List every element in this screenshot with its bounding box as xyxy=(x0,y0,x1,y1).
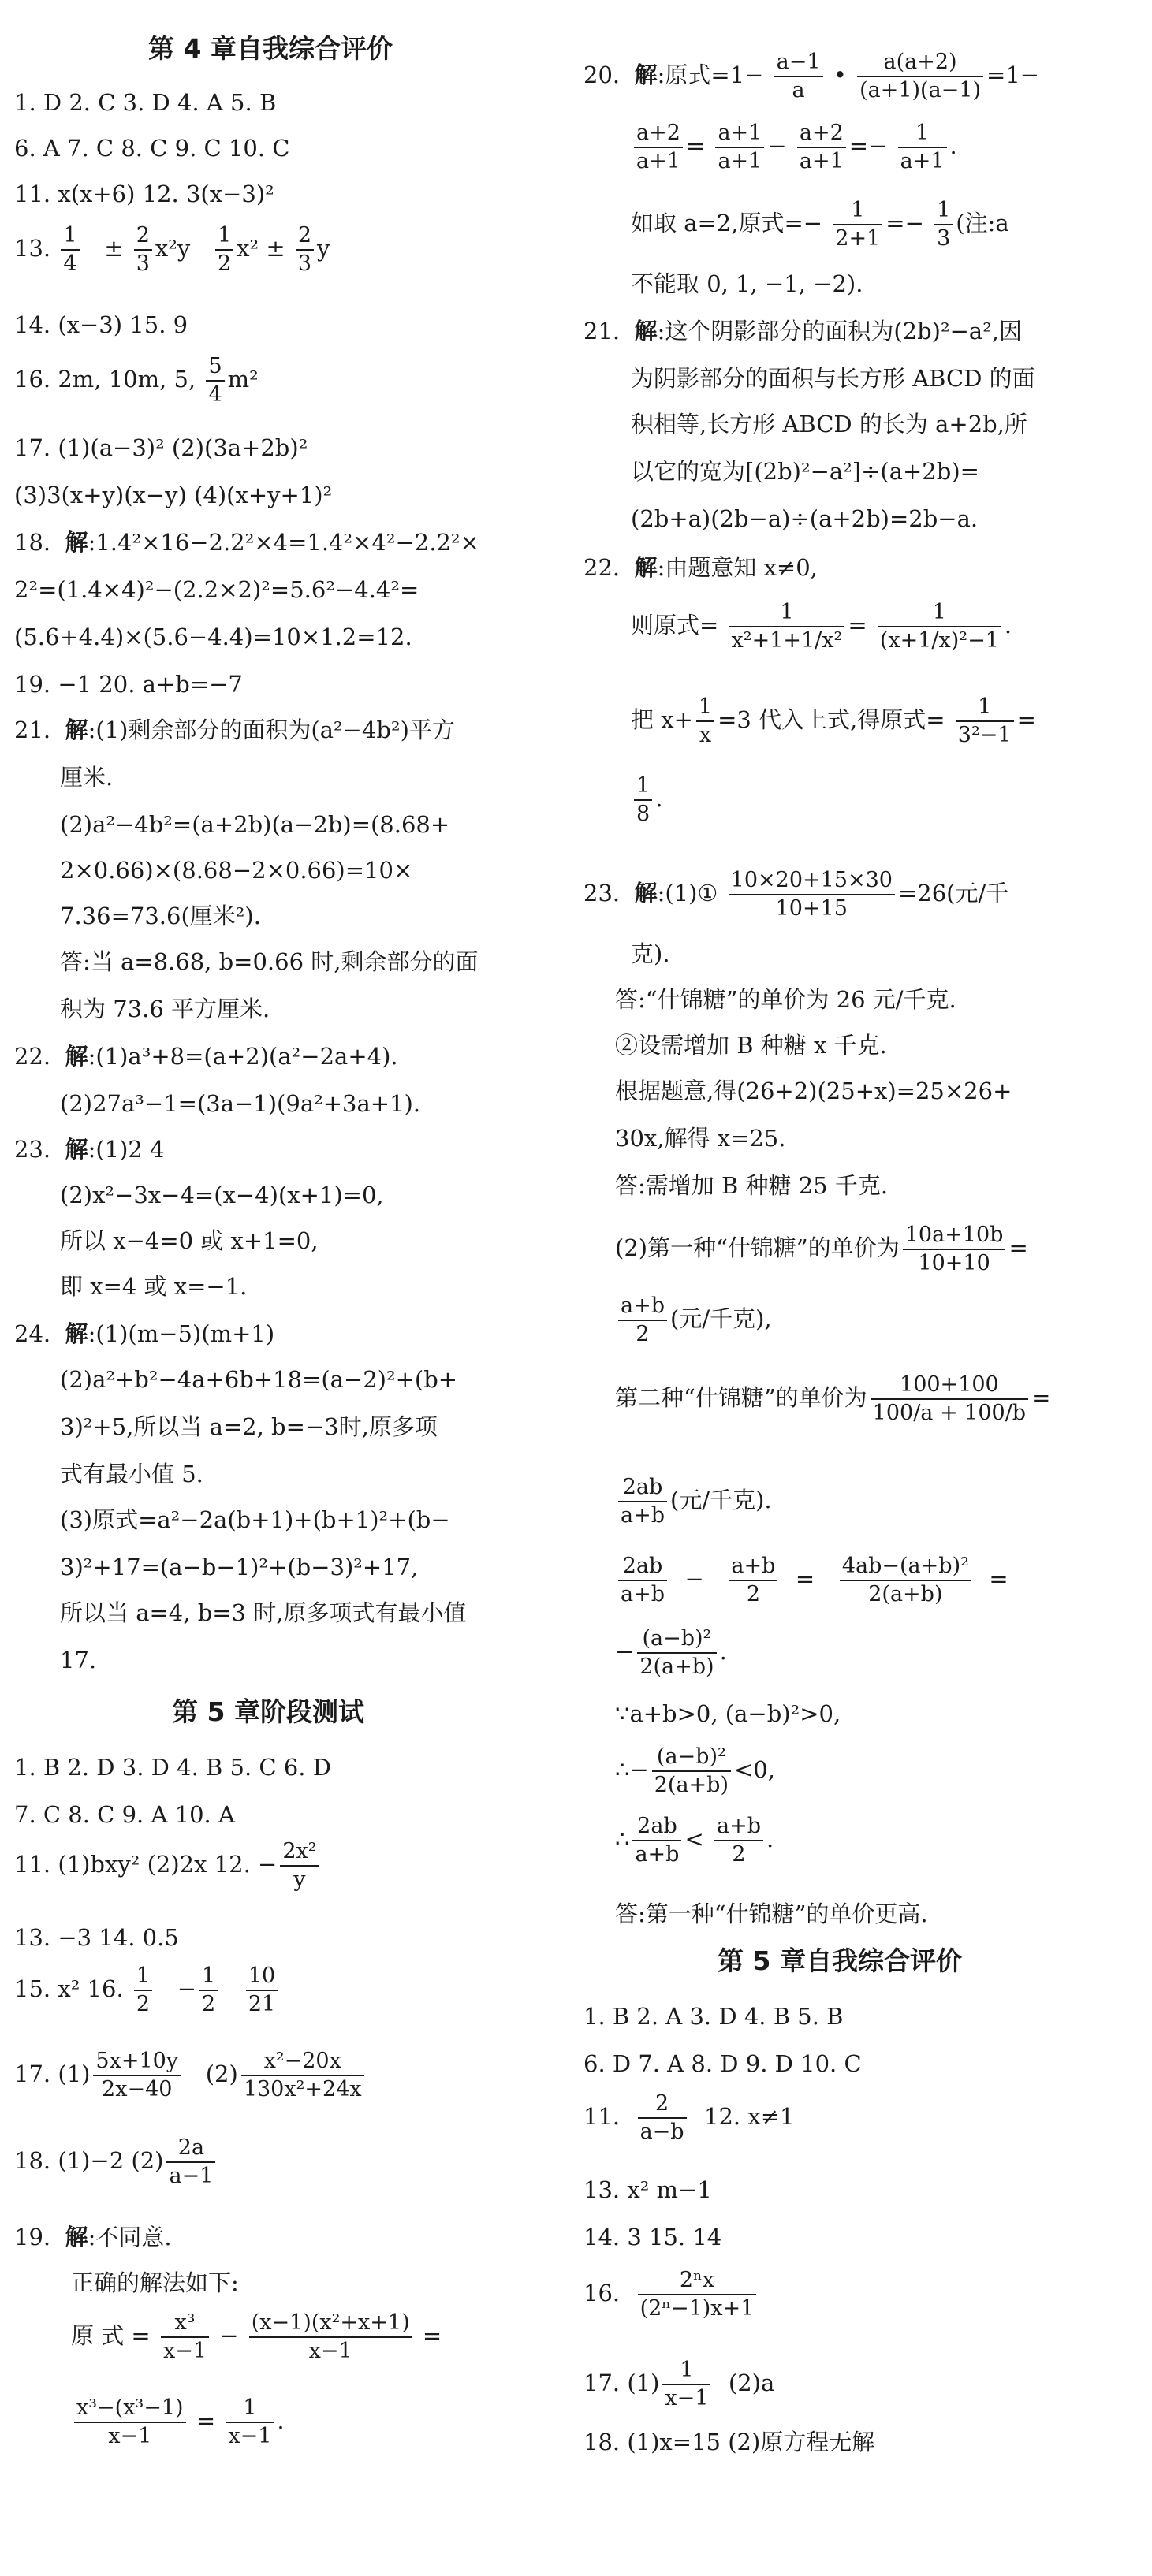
answer-line: 13. −3 14. 0.5 xyxy=(14,1924,179,1951)
fraction: $\frac{a+b}{2}$ xyxy=(729,1553,777,1608)
fraction: $\frac{1}{\text{x²+1+1/x²}}$ xyxy=(729,599,845,654)
fraction: $\frac{a+b}{2}$ xyxy=(618,1293,667,1348)
fraction: $\frac{2ab}{a+b}$ xyxy=(632,1813,681,1868)
answer-line: 6. A 7. C 8. C 9. C 10. C xyxy=(14,135,290,162)
answer-q16: 16. 2m, 10m, 5, $\frac{5}{4}$ m² xyxy=(14,354,259,407)
answer-line: 积相等,长方形 ABCD 的长为 a+2b,所 xyxy=(631,411,1027,437)
answer-q17: 17. (1) $\frac{5x+10y}{2x-40}$ (2) $\frac{\text{x²−20x}}{\text{130x²+24x}}$ xyxy=(14,2048,367,2103)
answer-line: 所以 x−4=0 或 x+1=0, xyxy=(60,1227,319,1254)
answer-line: (3)原式=a²−2a(b+1)+(b+1)²+(b− xyxy=(60,1506,450,1533)
fraction: $\frac{\text{x³−(x³−1)}}{x-1}$ xyxy=(74,2395,186,2450)
answer-line: 答:“什锦糖”的单价为 26 元/千克. xyxy=(615,986,956,1013)
answer-line: (2)27a³−1=(3a−1)(9a²+3a+1). xyxy=(60,1090,421,1117)
answer-q21: 21. 解:这个阴影部分的面积为(2b)²−a²,因 xyxy=(583,318,1023,344)
answer-line: 6. D 7. A 8. D 9. D 10. C xyxy=(583,2050,862,2077)
answer-line: 7. C 8. C 9. A 10. A xyxy=(14,1801,235,1828)
fraction: $\frac{1}{2}$ xyxy=(215,222,233,277)
answer-q23-formula: − $\frac{\text{(a−b)²}}{2(a+b)}$ . xyxy=(615,1626,727,1679)
fraction: $\frac{2ab}{a+b}$ xyxy=(618,1474,667,1529)
fraction: $\frac{\text{(a−b)²}}{2(a+b)}$ xyxy=(652,1744,731,1799)
fraction: $\frac{\text{4ab−(a+b)²}}{2(a+b)}$ xyxy=(840,1553,971,1608)
fraction: $\frac{\text{(a−b)²}}{2(a+b)}$ xyxy=(637,1625,716,1681)
fraction: $\frac{\text{(x−1)(x²+x+1)}}{x-1}$ xyxy=(249,2310,412,2365)
answer-q19-formula: 原 式 = $\frac{\text{x³}}{x-1}$ − $\frac{\text{(x−1)(x²+x+1)}}{x-1}$ = xyxy=(71,2310,442,2363)
fraction: $\frac{5x+10y}{2x-40}$ xyxy=(93,2048,181,2103)
fraction: $\frac{1}{3}$ xyxy=(934,197,953,252)
answer-line: 14. (x−3) 15. 9 xyxy=(14,311,188,338)
answer-q23: 23. 解:(1)① $\frac{10\times 20+15\times 30}{10+15}$ =26(元/千 xyxy=(583,868,1009,921)
fraction: $\frac{a+2}{a+1}$ xyxy=(634,120,683,175)
fraction: $\frac{a-1}{a}$ xyxy=(774,49,823,104)
answer-q24: 24. 解:(1)(m−5)(m+1) xyxy=(14,1320,275,1347)
answer-line: 答:需增加 B 种糖 25 千克. xyxy=(615,1172,889,1199)
answer-q23-formula: $\frac{a+b}{2}$ (元/千克), xyxy=(615,1293,772,1348)
answer-line: 17. xyxy=(60,1647,97,1673)
answer-line: 答:第一种“什锦糖”的单价更高. xyxy=(615,1900,928,1927)
answer-q23-formula: 第二种“什锦糖”的单价为 $\frac{100+100}{100/a + 100/b}$ = xyxy=(615,1372,1051,1425)
fraction: $\frac{1}{2}$ xyxy=(134,1963,152,2018)
answer-q22-result: $\frac{1}{8}$ . xyxy=(631,772,662,828)
fraction: $\frac{10}{21}$ xyxy=(246,1963,278,2018)
answer-line: 3)²+5,所以当 a=2, b=−3时,原多项 xyxy=(60,1413,438,1440)
answer-q20-example: 如取 a=2,原式=− $\frac{1}{2+1}$ =− $\frac{1}{3}$ (注:a xyxy=(631,198,1009,251)
answer-q20: 20. 解:原式=1− $\frac{a-1}{a}$ • $\frac{a(a+2)}{(a+1)(a-1)}$ =1− xyxy=(583,50,1040,102)
answer-line: 根据题意,得(26+2)(25+x)=25×26+ xyxy=(615,1078,1012,1104)
fraction: $\frac{2a}{a-1}$ xyxy=(166,2135,215,2190)
answer-line: 1. B 2. D 3. D 4. B 5. C 6. D xyxy=(14,1754,331,1781)
answer-q23-formula: ∴ $\frac{2ab}{a+b}$ < $\frac{a+b}{2}$ . xyxy=(615,1814,774,1867)
fraction: $\frac{\text{x²−20x}}{\text{130x²+24x}}$ xyxy=(241,2048,364,2103)
fraction: $\frac{1}{x}$ xyxy=(696,694,714,749)
answer-q23-formula: ∴− $\frac{\text{(a−b)²}}{2(a+b)}$ <0, xyxy=(615,1744,775,1797)
answer-line: (2)a²−4b²=(a+2b)(a−2b)=(8.68+ xyxy=(60,811,450,838)
answer-q18: 18. 解:1.4²×16−2.2²×4=1.4²×4²−2.2²× xyxy=(14,529,479,556)
answer-line: 所以当 a=4, b=3 时,原多项式有最小值 xyxy=(60,1599,467,1626)
answer-line: 18. (1)x=15 (2)原方程无解 xyxy=(583,2429,875,2455)
answer-q23-formula: $\frac{2ab}{a+b}$ (元/千克). xyxy=(615,1474,772,1529)
answer-line: 11. x(x+6) 12. 3(x−3)² xyxy=(14,181,274,207)
answer-q18: 18. (1)−2 (2) $\frac{2a}{a-1}$ xyxy=(14,2135,218,2190)
answer-line: 不能取 0, 1, −1, −2). xyxy=(631,270,863,297)
fraction: $\frac{\text{x³}}{x-1}$ xyxy=(161,2310,209,2365)
answer-q19: 19. 解:不同意. xyxy=(14,2224,172,2250)
answer-q17: 17. (1) $\frac{1}{x-1}$ (2)a xyxy=(583,2358,775,2410)
fraction: $\frac{2}{3}$ xyxy=(134,222,152,277)
fraction: $\frac{10\times 20+15\times 30}{10+15}$ xyxy=(729,867,895,922)
answer-q21: 21. 解:(1)剩余部分的面积为(a²−4b²)平方 xyxy=(14,717,455,743)
answer-q13: 13. $\frac{1}{4}$ ± $\frac{2}{3}$ x²y $\frac{1}{2}$ x² ± $\frac{2}{3}$ y xyxy=(14,223,330,276)
fraction: $\frac{5}{4}$ xyxy=(206,353,224,408)
answer-line: 14. 3 15. 14 xyxy=(583,2224,722,2250)
answer-q23: 23. 解:(1)2 4 xyxy=(14,1136,165,1163)
answer-line: 即 x=4 或 x=−1. xyxy=(60,1273,248,1300)
answer-line: 17. (1)(a−3)² (2)(3a+2b)² xyxy=(14,434,308,461)
answer-q22-substitute: 把 x+ $\frac{1}{x}$ =3 代入上式,得原式= $\frac{1}{\text{3²−1}}$ = xyxy=(631,694,1036,747)
fraction: $\frac{\text{2x²}}{y}$ xyxy=(280,1838,319,1893)
answer-q11-12: 11. $\frac{2}{a-b}$ 12. x≠1 xyxy=(583,2091,795,2144)
answer-line: 7.36=73.6(厘米²). xyxy=(60,903,261,929)
fraction: $\frac{a+2}{a+1}$ xyxy=(797,120,846,175)
fraction: $\frac{a+b}{2}$ xyxy=(714,1813,763,1868)
answer-line: 19. −1 20. a+b=−7 xyxy=(14,671,243,698)
answer-line: 1. D 2. C 3. D 4. A 5. B xyxy=(14,89,277,116)
chapter4-review-title: 第 4 章自我综合评价 xyxy=(148,33,393,64)
fraction: $\frac{1}{a+1}$ xyxy=(898,120,947,175)
fraction: $\frac{1}{x-1}$ xyxy=(662,2357,710,2412)
answer-line: 以它的宽为[(2b)²−a²]÷(a+2b)= xyxy=(631,458,979,485)
fraction: $\frac{2}{3}$ xyxy=(296,222,314,277)
answer-line: (5.6+4.4)×(5.6−4.4)=10×1.2=12. xyxy=(14,624,412,650)
fraction: $\frac{\text{2ⁿx}}{\text{(2ⁿ−1)x+1}}$ xyxy=(638,2267,757,2322)
answer-q11-12: 11. (1)bxy² (2)2x 12. − $\frac{\text{2x²}}{y}$ xyxy=(14,1838,322,1893)
answer-q22: 22. 解:(1)a³+8=(a+2)(a²−2a+4). xyxy=(14,1043,398,1070)
fraction: $\frac{1}{2+1}$ xyxy=(833,197,882,252)
chapter5-test-title: 第 5 章阶段测试 xyxy=(172,1696,364,1727)
fraction: $\frac{10a+10b}{10+10}$ xyxy=(903,1222,1006,1277)
answer-q22: 22. 解:由题意知 x≠0, xyxy=(583,554,818,581)
answer-q23-part2: (2)第一种“什锦糖”的单价为 $\frac{10a+10b}{10+10}$ = xyxy=(615,1223,1028,1275)
answer-line: 2²=(1.4×4)²−(2.2×2)²=5.6²−4.4²= xyxy=(14,576,419,603)
fraction: $\frac{a+1}{a+1}$ xyxy=(715,120,764,175)
answer-line: 答:当 a=8.68, b=0.66 时,剩余部分的面 xyxy=(60,948,479,975)
answer-line: 式有最小值 5. xyxy=(60,1461,203,1487)
answer-line: 1. B 2. A 3. D 4. B 5. B xyxy=(583,2003,844,2030)
answer-line: (2)x²−3x−4=(x−4)(x+1)=0, xyxy=(60,1182,384,1208)
fraction: $\frac{100+100}{100/a + 100/b}$ xyxy=(871,1372,1028,1427)
answer-line: 积为 73.6 平方厘米. xyxy=(60,996,270,1022)
answer-line: (2)a²+b²−4a+6b+18=(a−2)²+(b+ xyxy=(60,1366,458,1393)
answer-line: 厘米. xyxy=(60,764,114,791)
fraction: $\frac{1}{x-1}$ xyxy=(226,2395,274,2450)
fraction: $\frac{1}{\text{3²−1}}$ xyxy=(956,694,1014,749)
answer-q22-formula: 则原式= $\frac{1}{\text{x²+1+1/x²}}$ = $\frac{1}{\text{(x+1/x)²−1}}$ . xyxy=(631,600,1012,653)
fraction: $\frac{1}{8}$ xyxy=(634,772,652,828)
answer-line: 13. x² m−1 xyxy=(583,2176,712,2203)
fraction: $\frac{a(a+2)}{(a+1)(a-1)}$ xyxy=(857,49,983,104)
fraction: $\frac{1}{2}$ xyxy=(199,1963,218,2018)
answer-line: 2×0.66)×(8.68−2×0.66)=10× xyxy=(60,857,413,884)
answer-line: ②设需增加 B 种糖 x 千克. xyxy=(615,1032,887,1059)
answer-line: 3)²+17=(a−b−1)²+(b−3)²+17, xyxy=(60,1554,419,1580)
answer-q23-formula: $\frac{2ab}{a+b}$ − $\frac{a+b}{2}$ = $\frac{\text{4ab−(a+b)²}}{2(a+b)}$ = xyxy=(615,1553,1008,1608)
answer-line: ∵a+b>0, (a−b)²>0, xyxy=(615,1700,841,1727)
answer-line: 30x,解得 x=25. xyxy=(615,1125,786,1152)
chapter5-review-title: 第 5 章自我综合评价 xyxy=(718,1945,962,1976)
answer-q20-formula: $\frac{a+2}{a+1}$ = $\frac{a+1}{a+1}$ − $\frac{a+2}{a+1}$ =− $\frac{1}{a+1}$ . xyxy=(631,120,957,175)
answer-line: 为阴影部分的面积与长方形 ABCD 的面 xyxy=(631,365,1035,392)
fraction: $\frac{1}{4}$ xyxy=(61,222,79,277)
fraction: $\frac{2ab}{a+b}$ xyxy=(618,1553,667,1608)
answer-q19-formula: $\frac{\text{x³−(x³−1)}}{x-1}$ = $\frac{1}{x-1}$ . xyxy=(71,2395,285,2450)
answer-line: (2b+a)(2b−a)÷(a+2b)=2b−a. xyxy=(631,505,979,532)
answer-line: (3)3(x+y)(x−y) (4)(x+y+1)² xyxy=(14,482,333,508)
fraction: $\frac{1}{\text{(x+1/x)²−1}}$ xyxy=(878,599,1001,654)
answer-line: 正确的解法如下: xyxy=(71,2269,239,2296)
answer-q16: 16. $\frac{\text{2ⁿx}}{\text{(2ⁿ−1)x+1}}$ xyxy=(583,2267,759,2322)
answer-line: 克). xyxy=(631,940,670,967)
answer-q15-16: 15. x² 16. $\frac{1}{2}$ − $\frac{1}{2}$ $\frac{10}{21}$ xyxy=(14,1963,281,2018)
fraction: $\frac{2}{a-b}$ xyxy=(638,2090,687,2146)
